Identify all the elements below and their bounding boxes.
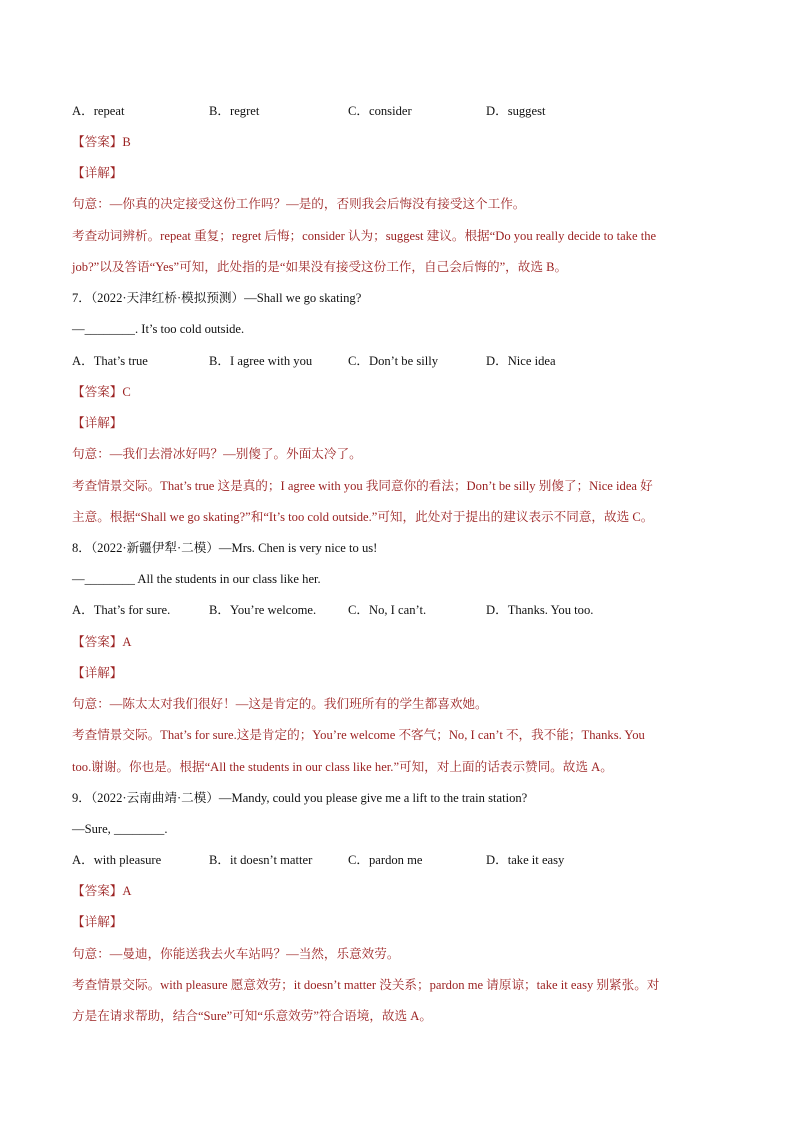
q7-option-d: D．Nice idea [486,354,556,368]
q9-analysis-line-1: 考查情景交际。with pleasure 愿意效劳；it doesn’t matter 没关系；pardon me 请原谅；take it easy 别紧张。对 [72,978,660,992]
q6-analysis-line-1: 考查动词辨析。repeat 重复；regret 后悔；consider 认为；suggest 建议。根据“Do you really decide to take the [72,229,657,243]
q7-analysis-line-1: 考查情景交际。That’s true 这是真的；I agree with you 我同意你的看法；Don’t be silly 别傻了；Nice idea 好 [72,479,653,493]
q9-meaning: 句意：—曼迪，你能送我去火车站吗？—当然，乐意效劳。 [72,947,400,961]
q7-option-a: A．That’s true [72,354,148,368]
q7-answer: 【答案】C [72,385,131,399]
q9-option-c: C．pardon me [348,853,423,867]
q8-analysis-line-1: 考查情景交际。That’s for sure.这是肯定的；You’re welcome 不客气；No, I can’t 不，我不能；Thanks. You [72,728,645,742]
q6-detail-heading: 【详解】 [72,166,123,180]
q6-analysis-line-2: job?”以及答语“Yes”可知，此处指的是“如果没有接受这份工作，自己会后悔的”，故选 B。 [72,260,568,274]
q6-option-b: B．regret [209,104,260,118]
q7-option-b: B．I agree with you [209,354,313,368]
q9-option-a: A．with pleasure [72,853,162,867]
q7-question: 7．（2022·天津红桥·模拟预测）—Shall we go skating? [72,291,362,305]
q9-blank-line: —Sure, ________. [72,822,168,836]
q7-analysis-line-2: 主意。根据“Shall we go skating?”和“It’s too cold outside.”可知，此处对于提出的建议表示不同意，故选 C。 [72,510,654,524]
q7-detail-heading: 【详解】 [72,416,123,430]
q6-answer: 【答案】B [72,135,131,149]
q6-option-a: A．repeat [72,104,125,118]
q8-option-b: B．You’re welcome. [209,603,317,617]
q9-answer: 【答案】A [72,884,132,898]
q6-meaning: 句意：—你真的决定接受这份工作吗？—是的，否则我会后悔没有接受这个工作。 [72,197,526,211]
q8-option-c: C．No, I can’t. [348,603,427,617]
q8-answer: 【答案】A [72,635,132,649]
q8-option-a: A．That’s for sure. [72,603,171,617]
q8-question: 8．（2022·新疆伊犁·二模）—Mrs. Chen is very nice to us! [72,541,378,555]
q9-question: 9．（2022·云南曲靖·二模）—Mandy, could you please give me a lift to the train station? [72,791,528,805]
q8-analysis-line-2: too.谢谢。你也是。根据“All the students in our class like her.”可知，对上面的话表示赞同。故选 A。 [72,760,613,774]
q7-meaning: 句意：—我们去滑冰好吗？—别傻了。外面太冷了。 [72,447,362,461]
q8-blank-line: —________ All the students in our class like her. [72,572,321,586]
q6-option-d: D．suggest [486,104,546,118]
q8-meaning: 句意：—陈太太对我们很好！—这是肯定的。我们班所有的学生都喜欢她。 [72,697,488,711]
q8-option-d: D．Thanks. You too. [486,603,594,617]
q7-option-c: C．Don’t be silly [348,354,439,368]
q9-option-d: D．take it easy [486,853,565,867]
q7-blank-line: —________. It’s too cold outside. [72,322,245,336]
q8-detail-heading: 【详解】 [72,666,123,680]
q9-detail-heading: 【详解】 [72,915,123,929]
q9-analysis-line-2: 方是在请求帮助，结合“Sure”可知“乐意效劳”符合语境，故选 A。 [72,1009,432,1023]
q9-option-b: B．it doesn’t matter [209,853,313,867]
q6-option-c: C．consider [348,104,412,118]
